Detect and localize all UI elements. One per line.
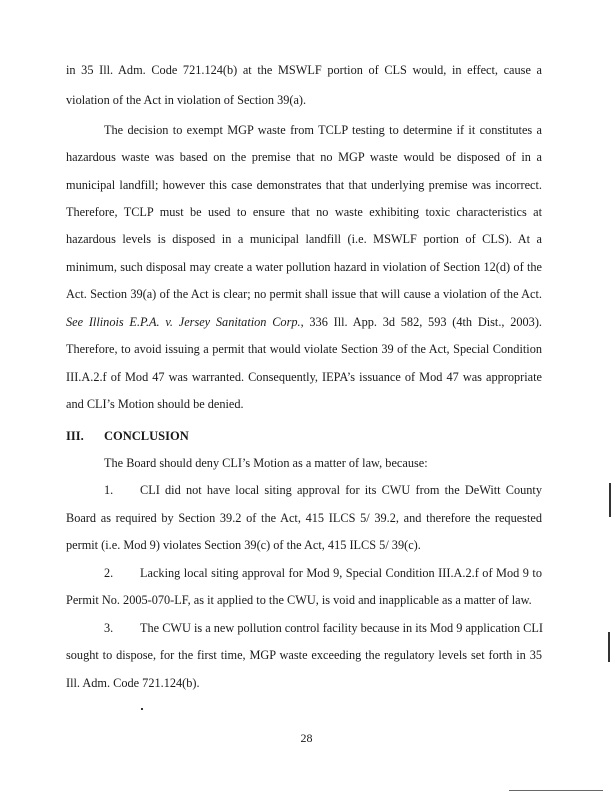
list-item-text: The CWU is a new pollution control facility because in its Mod 9 application CLI (140, 621, 543, 635)
body-text-line: Act. Section 39(a) of the Act is clear; no permit shall issue that will cause a violation of the Act. (66, 287, 542, 301)
scan-speck (141, 708, 143, 710)
body-text-line: Therefore, TCLP must be used to ensure that no waste exhibiting toxic characteristics at (66, 205, 542, 219)
body-text-line-citation (66, 314, 542, 330)
section-number: III. (66, 429, 84, 443)
list-item-first-line (104, 565, 542, 581)
body-text-line: The decision to exempt MGP waste from TCLP testing to determine if it constitutes a (104, 123, 542, 137)
list-item-first-line (104, 620, 542, 636)
list-item-number: 2. (104, 566, 114, 580)
list-item-text: CLI did not have local siting approval for its CWU from the DeWitt County (140, 483, 542, 497)
section-title: CONCLUSION (104, 429, 189, 443)
page-number: 28 (300, 731, 313, 745)
body-text-line: Ill. Adm. Code 721.124(b). (66, 676, 200, 690)
body-text-line: in 35 Ill. Adm. Code 721.124(b) at the MSWLF portion of CLS would, in effect, cause a (66, 63, 542, 77)
body-text-line: municipal landfill; however this case demonstrates that that underlying premise was incorrect. (66, 178, 542, 192)
body-text-line: hazardous waste was based on the premise that no MGP waste would be disposed of in a (66, 150, 542, 164)
conclusion-intro: The Board should deny CLI’s Motion as a matter of law, because: (104, 456, 428, 470)
body-text-line: and CLI’s Motion should be denied. (66, 397, 244, 411)
list-item-first-line (104, 482, 542, 498)
citation-reporter: , 336 Ill. App. 3d 582, 593 (4th Dist., 2003). (300, 315, 542, 329)
scan-edge-mark (609, 483, 611, 517)
body-text-line: hazardous levels is disposed in a municipal landfill (i.e. MSWLF portion of CLS). At a (66, 232, 542, 246)
list-item-text: Lacking local siting approval for Mod 9, Special Condition III.A.2.f of Mod 9 to (140, 566, 542, 580)
body-text-line: Board as required by Section 39.2 of the Act, 415 ILCS 5/ 39.2, and therefore the requested (66, 511, 542, 525)
body-text-line: Therefore, to avoid issuing a permit that would violate Section 39 of the Act, Special Condition (66, 342, 542, 356)
case-citation: See Illinois E.P.A. v. Jersey Sanitation Corp. (66, 315, 301, 329)
section-heading (66, 428, 189, 444)
body-text-line: violation of the Act in violation of Section 39(a). (66, 93, 307, 107)
body-text-line: Permit No. 2005-070-LF, as it applied to the CWU, is void and inapplicable as a matter of law. (66, 593, 532, 607)
body-text-line: sought to dispose, for the first time, MGP waste exceeding the regulatory levels set forth in 35 (66, 648, 542, 662)
body-text-line: minimum, such disposal may create a water pollution hazard in violation of Section 12(d) of the (66, 260, 542, 274)
body-text-line: permit (i.e. Mod 9) violates Section 39(c) of the Act, 415 ILCS 5/ 39(c). (66, 538, 421, 552)
list-item-number: 3. (104, 621, 114, 635)
scan-bottom-rule (509, 790, 603, 791)
body-text-line: III.A.2.f of Mod 47 was warranted. Consequently, IEPA’s issuance of Mod 47 was appropriate (66, 370, 542, 384)
scan-edge-mark (608, 632, 610, 662)
list-item-number: 1. (104, 483, 114, 497)
